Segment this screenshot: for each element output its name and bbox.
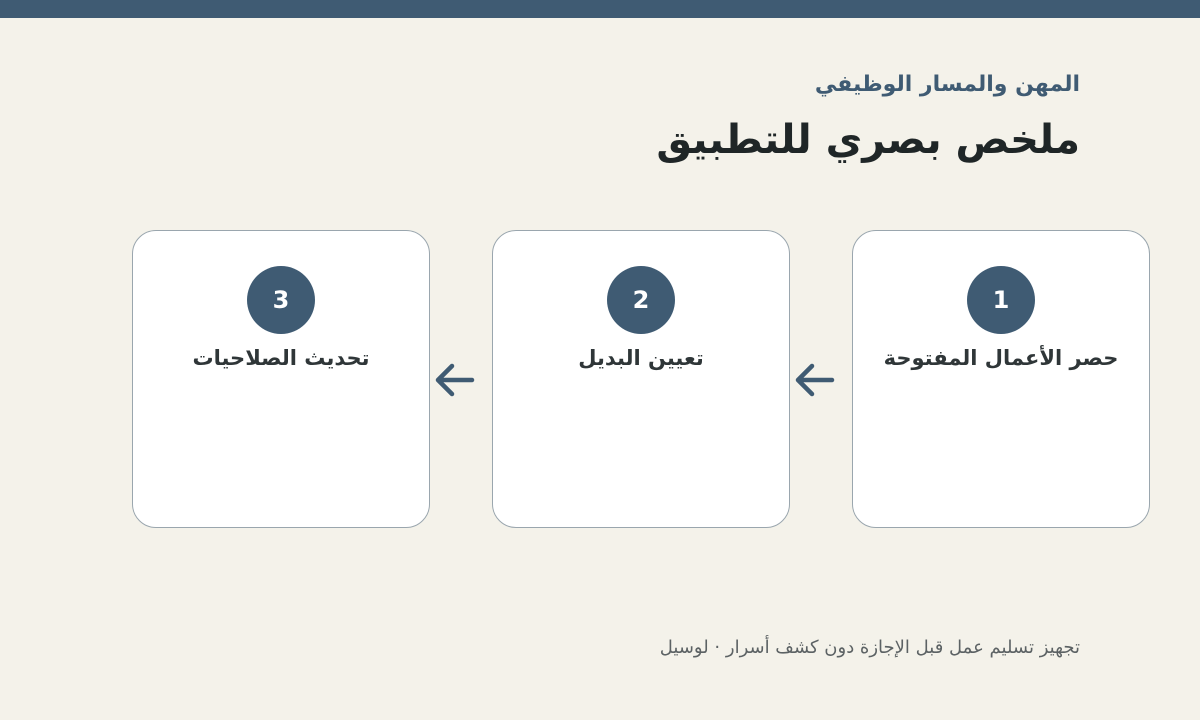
step-number-badge: 1 <box>967 266 1035 334</box>
step-label: تعيين البديل <box>578 346 704 370</box>
footer-caption: تجهيز تسليم عمل قبل الإجازة دون كشف أسرار · لوسيل <box>659 637 1080 658</box>
step-card-1 <box>852 230 1150 528</box>
step-card-3 <box>132 230 430 528</box>
page-title: ملخص بصري للتطبيق <box>656 117 1080 163</box>
process-steps <box>130 230 1150 530</box>
section-kicker: المهن والمسار الوظيفي <box>814 72 1080 97</box>
step-label: حصر الأعمال المفتوحة <box>883 346 1119 370</box>
arrow-left-icon <box>432 360 478 400</box>
step-label: تحديث الصلاحيات <box>192 346 370 370</box>
step-number-badge: 2 <box>607 266 675 334</box>
step-number-badge: 3 <box>247 266 315 334</box>
top-bar <box>0 0 1200 18</box>
step-card-2 <box>492 230 790 528</box>
arrow-left-icon <box>792 360 838 400</box>
